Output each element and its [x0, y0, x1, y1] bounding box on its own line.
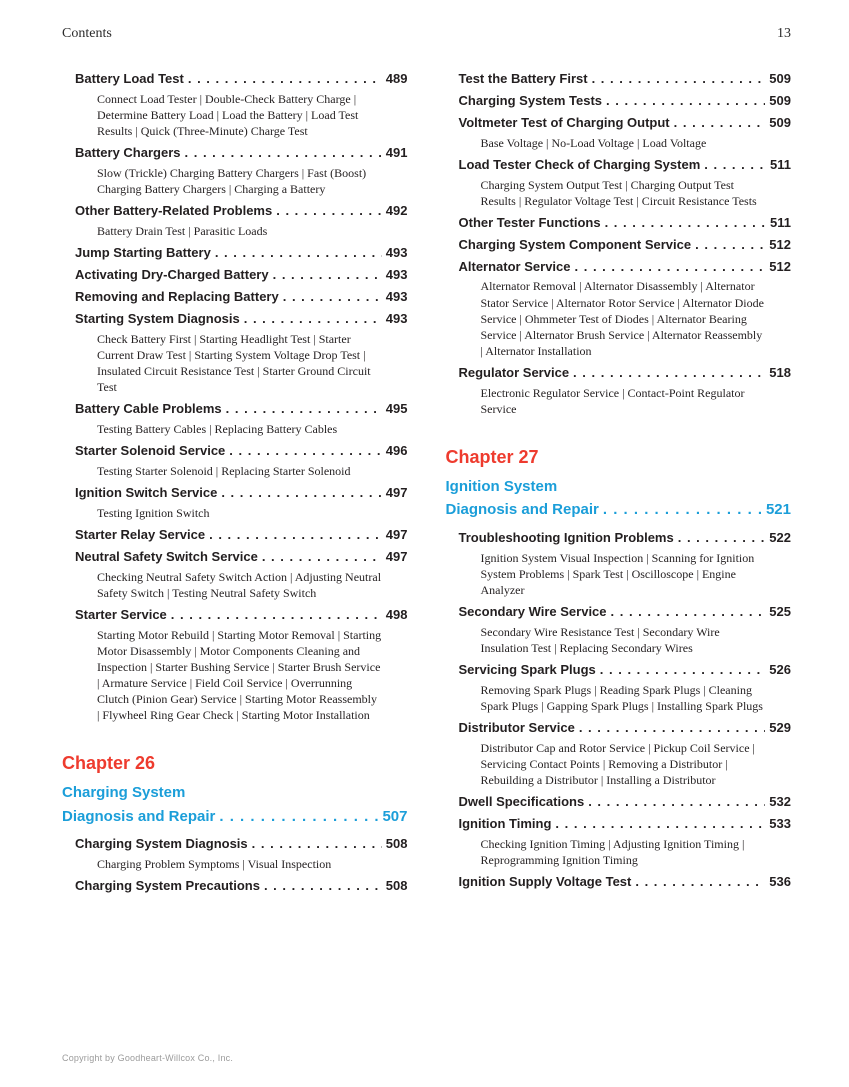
toc-entry-page-number: 532: [769, 794, 791, 810]
toc-entry: [62, 607, 408, 624]
toc-entry-title: Activating Dry-Charged Battery: [75, 267, 269, 283]
toc-entry-page-number: 508: [385, 836, 408, 852]
toc-entry-page-number: 509: [769, 92, 791, 108]
dot-leader: [188, 71, 382, 88]
chapter-title-line-1: Ignition System: [445, 477, 558, 495]
toc-entry: [62, 203, 408, 220]
dot-leader: [603, 500, 762, 520]
toc-entry: [446, 604, 792, 621]
toc-subtopics: Electronic Regulator Service | Contact-Point Regulator Service: [480, 385, 745, 416]
toc-entry-page-number: 533: [769, 816, 791, 832]
toc-entry-page-number: 529: [769, 720, 791, 736]
toc-subtopics: Starting Motor Rebuild | Starting Motor Removal | Starting Motor Disassembly | Motor Components Cleaning and Inspection | Starter Bushing Service | Starter Brush Service | Armature Service | Field Coil Service | Overrunning Clutch (Pinion Gear) Service | Starting Motor Reassembly | Flywheel Ring Gear Check | Starting Motor Installation: [97, 627, 382, 723]
toc-entry-page-number: 512: [769, 258, 791, 274]
toc-entry-page-number: 493: [385, 267, 408, 283]
toc-entry: [446, 93, 792, 110]
toc-entry-page-number: 491: [385, 145, 408, 161]
toc-entry: [446, 874, 792, 891]
dot-leader: [276, 203, 382, 220]
dot-leader: [600, 662, 766, 679]
toc-entry-title: Load Tester Check of Charging System: [458, 156, 701, 172]
dot-leader: [244, 311, 382, 328]
toc-entry-page-number: 498: [385, 606, 408, 622]
copyright-notice: Copyright by Goodheart-Willcox Co., Inc.: [62, 1053, 234, 1063]
dot-leader: [264, 878, 382, 895]
toc-entry: [62, 485, 408, 502]
toc-entry-page-number: 492: [385, 203, 408, 219]
dot-leader: [209, 527, 382, 544]
toc-entry: [446, 237, 792, 254]
toc-entry-title: Regulator Service: [458, 364, 570, 380]
toc-entry-page-number: 497: [385, 526, 408, 542]
chapter-heading: Chapter 27: [445, 446, 539, 467]
toc-entry-title: Alternator Service: [458, 258, 571, 274]
dot-leader: [611, 604, 766, 621]
toc-entry-title: Charging System Tests: [458, 92, 603, 108]
dot-leader: [592, 71, 766, 88]
toc-entry-title: Starting System Diagnosis: [75, 310, 240, 326]
dot-leader: [219, 807, 378, 827]
toc-entry-page-number: 511: [770, 156, 791, 172]
toc-entry: [62, 527, 408, 544]
toc-entry-title: Neutral Safety Switch Service: [75, 548, 258, 564]
toc-entry-title: Test the Battery First: [458, 71, 588, 86]
toc-entry-title: Ignition Switch Service: [75, 484, 218, 500]
dot-leader: [605, 215, 766, 232]
toc-subtopics: Base Voltage | No-Load Voltage | Load Voltage: [480, 135, 707, 150]
toc-entry-title: Charging System Diagnosis: [75, 836, 248, 852]
dot-leader: [573, 365, 765, 382]
toc-entry-page-number: 522: [769, 529, 791, 545]
toc-subtopics: Distributor Cap and Rotor Service | Pickup Coil Service | Servicing Contact Points | Removing a Distributor | Rebuilding a Distributor | Installing a Distributor: [480, 741, 755, 788]
toc-entry-title: Secondary Wire Service: [458, 604, 607, 620]
dot-leader: [171, 607, 382, 624]
toc-entry: [62, 267, 408, 284]
toc-entry: [446, 259, 792, 276]
toc-entry-title: Battery Load Test: [75, 71, 184, 86]
dot-leader: [579, 720, 765, 737]
toc-subtopics: Checking Neutral Safety Switch Action | Adjusting Neutral Safety Switch | Testing Neutral Safety Switch: [97, 569, 382, 600]
toc-entry: [62, 289, 408, 306]
running-head: [62, 26, 791, 42]
chapter-title-text: Diagnosis and Repair: [445, 501, 599, 519]
toc-entry-title: Starter Service: [75, 606, 167, 622]
toc-entry: [446, 530, 792, 547]
toc-entry-title: Troubleshooting Ignition Problems: [458, 529, 674, 545]
toc-entry-title: Other Battery-Related Problems: [75, 203, 273, 219]
toc-entry: [446, 157, 792, 174]
toc-entry: [62, 878, 408, 895]
dot-leader: [588, 794, 765, 811]
dot-leader: [704, 157, 766, 174]
toc-entry-title: Starter Relay Service: [75, 526, 206, 542]
toc-entry-page-number: 493: [385, 245, 408, 261]
toc-entry: [62, 145, 408, 162]
toc-entry: [62, 245, 408, 262]
chapter-title-line-2: [62, 807, 408, 827]
toc-entry-page-number: 518: [769, 364, 791, 380]
toc-entry-title: Ignition Timing: [458, 816, 552, 832]
toc-subtopics: Secondary Wire Resistance Test | Secondary Wire Insulation Test | Replacing Secondary Wires: [480, 624, 720, 655]
toc-entry-title: Starter Solenoid Service: [75, 442, 226, 458]
toc-entry-page-number: 493: [385, 288, 408, 304]
toc-entry-page-number: 512: [769, 236, 791, 252]
dot-leader: [185, 145, 382, 162]
toc-entry-title: Removing and Replacing Battery: [75, 288, 279, 304]
toc-entry-title: Battery Chargers: [75, 145, 181, 161]
toc-subtopics: Testing Ignition Switch: [97, 505, 210, 520]
toc-entry-page-number: 493: [385, 310, 408, 326]
toc-entry-page-number: 495: [385, 401, 408, 417]
toc-entry-page-number: 509: [769, 114, 791, 130]
toc-entry: [446, 71, 792, 88]
dot-leader: [695, 237, 765, 254]
dot-leader: [555, 816, 765, 833]
toc-subtopics: Check Battery First | Starting Headlight Test | Starter Current Draw Test | Starting System Voltage Drop Test | Insulated Circuit Resistance Test | Starter Ground Circuit Test: [97, 331, 371, 394]
toc-entry-page-number: 509: [769, 71, 791, 86]
toc-subtopics: Slow (Trickle) Charging Battery Chargers | Fast (Boost) Charging Battery Chargers | Charging a Battery: [97, 166, 367, 197]
toc-columns: [62, 66, 791, 898]
toc-entry-title: Dwell Specifications: [458, 794, 585, 810]
chapter-title-page-number: 521: [765, 501, 791, 519]
chapter-heading: Chapter 26: [62, 753, 156, 774]
toc-entry: [446, 816, 792, 833]
dot-leader: [262, 549, 382, 566]
toc-subtopics: Alternator Removal | Alternator Disassembly | Alternator Stator Service | Alternator Rotor Service | Alternator Diode Service | Ohmmeter Test of Diodes | Alternator Bearing Service | Alternator Brush Service | Alternator Reassembly | Alternator Installation: [480, 279, 764, 358]
toc-entry: [62, 311, 408, 328]
toc-entry: [62, 401, 408, 418]
toc-subtopics: Battery Drain Test | Parasitic Loads: [97, 224, 268, 239]
dot-leader: [226, 401, 382, 418]
dot-leader: [635, 874, 765, 891]
dot-leader: [215, 245, 382, 262]
toc-entry-title: Charging System Precautions: [75, 878, 260, 894]
toc-subtopics: Removing Spark Plugs | Reading Spark Plugs | Cleaning Spark Plugs | Gapping Spark Plugs | Installing Spark Plugs: [480, 682, 763, 714]
toc-entry-page-number: 525: [769, 604, 791, 620]
toc-entry-title: Ignition Supply Voltage Test: [458, 874, 632, 890]
toc-entry-title: Battery Cable Problems: [75, 401, 222, 417]
dot-leader: [283, 289, 382, 306]
toc-column-right: [446, 66, 792, 898]
running-head-page-number: 13: [777, 26, 791, 41]
chapter-title-line-2: [446, 500, 792, 520]
toc-entry: [446, 662, 792, 679]
dot-leader: [221, 485, 381, 502]
toc-subtopics: Checking Ignition Timing | Adjusting Ignition Timing | Reprogramming Ignition Timing: [480, 837, 745, 868]
toc-entry: [62, 549, 408, 566]
toc-subtopics: Testing Starter Solenoid | Replacing Starter Solenoid: [97, 463, 351, 478]
chapter-title-page-number: 507: [382, 807, 408, 825]
toc-entry: [446, 115, 792, 132]
toc-entry: [62, 836, 408, 853]
dot-leader: [678, 530, 766, 547]
toc-entry-page-number: 536: [769, 874, 791, 890]
toc-entry-page-number: 497: [385, 548, 408, 564]
toc-entry-title: Other Tester Functions: [458, 214, 601, 230]
toc-entry-title: Voltmeter Test of Charging Output: [458, 114, 670, 130]
chapter-title-line-1: Charging System: [62, 784, 186, 802]
dot-leader: [575, 259, 766, 276]
dot-leader: [273, 267, 382, 284]
toc-entry-title: Jump Starting Battery: [75, 245, 211, 261]
toc-entry: [62, 443, 408, 460]
dot-leader: [252, 836, 382, 853]
dot-leader: [606, 93, 765, 110]
toc-subtopics: Connect Load Tester | Double-Check Battery Charge | Determine Battery Load | Load the Battery | Load Test Results | Quick (Three-Minute) Charge Test: [97, 91, 359, 139]
toc-entry-title: Distributor Service: [458, 720, 575, 736]
toc-entry-page-number: 497: [385, 484, 408, 500]
chapter-title-block: [446, 477, 792, 520]
toc-subtopics: Charging Problem Symptoms | Visual Inspection: [97, 857, 332, 872]
toc-entry: [446, 720, 792, 737]
dot-leader: [674, 115, 766, 132]
toc-entry: [62, 71, 408, 88]
toc-subtopics: Charging System Output Test | Charging Output Test Results | Regulator Voltage Test | Circuit Resistance Tests: [480, 177, 757, 208]
toc-entry: [446, 794, 792, 811]
dot-leader: [229, 443, 382, 460]
toc-entry-page-number: 496: [385, 442, 408, 458]
toc-subtopics: Ignition System Visual Inspection | Scanning for Ignition System Problems | Spark Test | Oscilloscope | Engine Analyzer: [480, 550, 755, 597]
toc-entry-page-number: 489: [385, 71, 408, 86]
toc-entry-page-number: 508: [385, 878, 408, 894]
toc-subtopics: Testing Battery Cables | Replacing Battery Cables: [97, 421, 338, 436]
toc-entry-page-number: 511: [770, 214, 791, 230]
toc-column-left: [62, 66, 408, 898]
toc-entry: [446, 215, 792, 232]
running-head-section: Contents: [62, 26, 112, 41]
toc-entry-title: Charging System Component Service: [458, 236, 692, 252]
toc-entry-title: Servicing Spark Plugs: [458, 662, 596, 678]
toc-entry-page-number: 526: [769, 662, 791, 678]
chapter-title-text: Diagnosis and Repair: [62, 807, 216, 825]
toc-entry: [446, 365, 792, 382]
chapter-title-block: [62, 783, 408, 826]
